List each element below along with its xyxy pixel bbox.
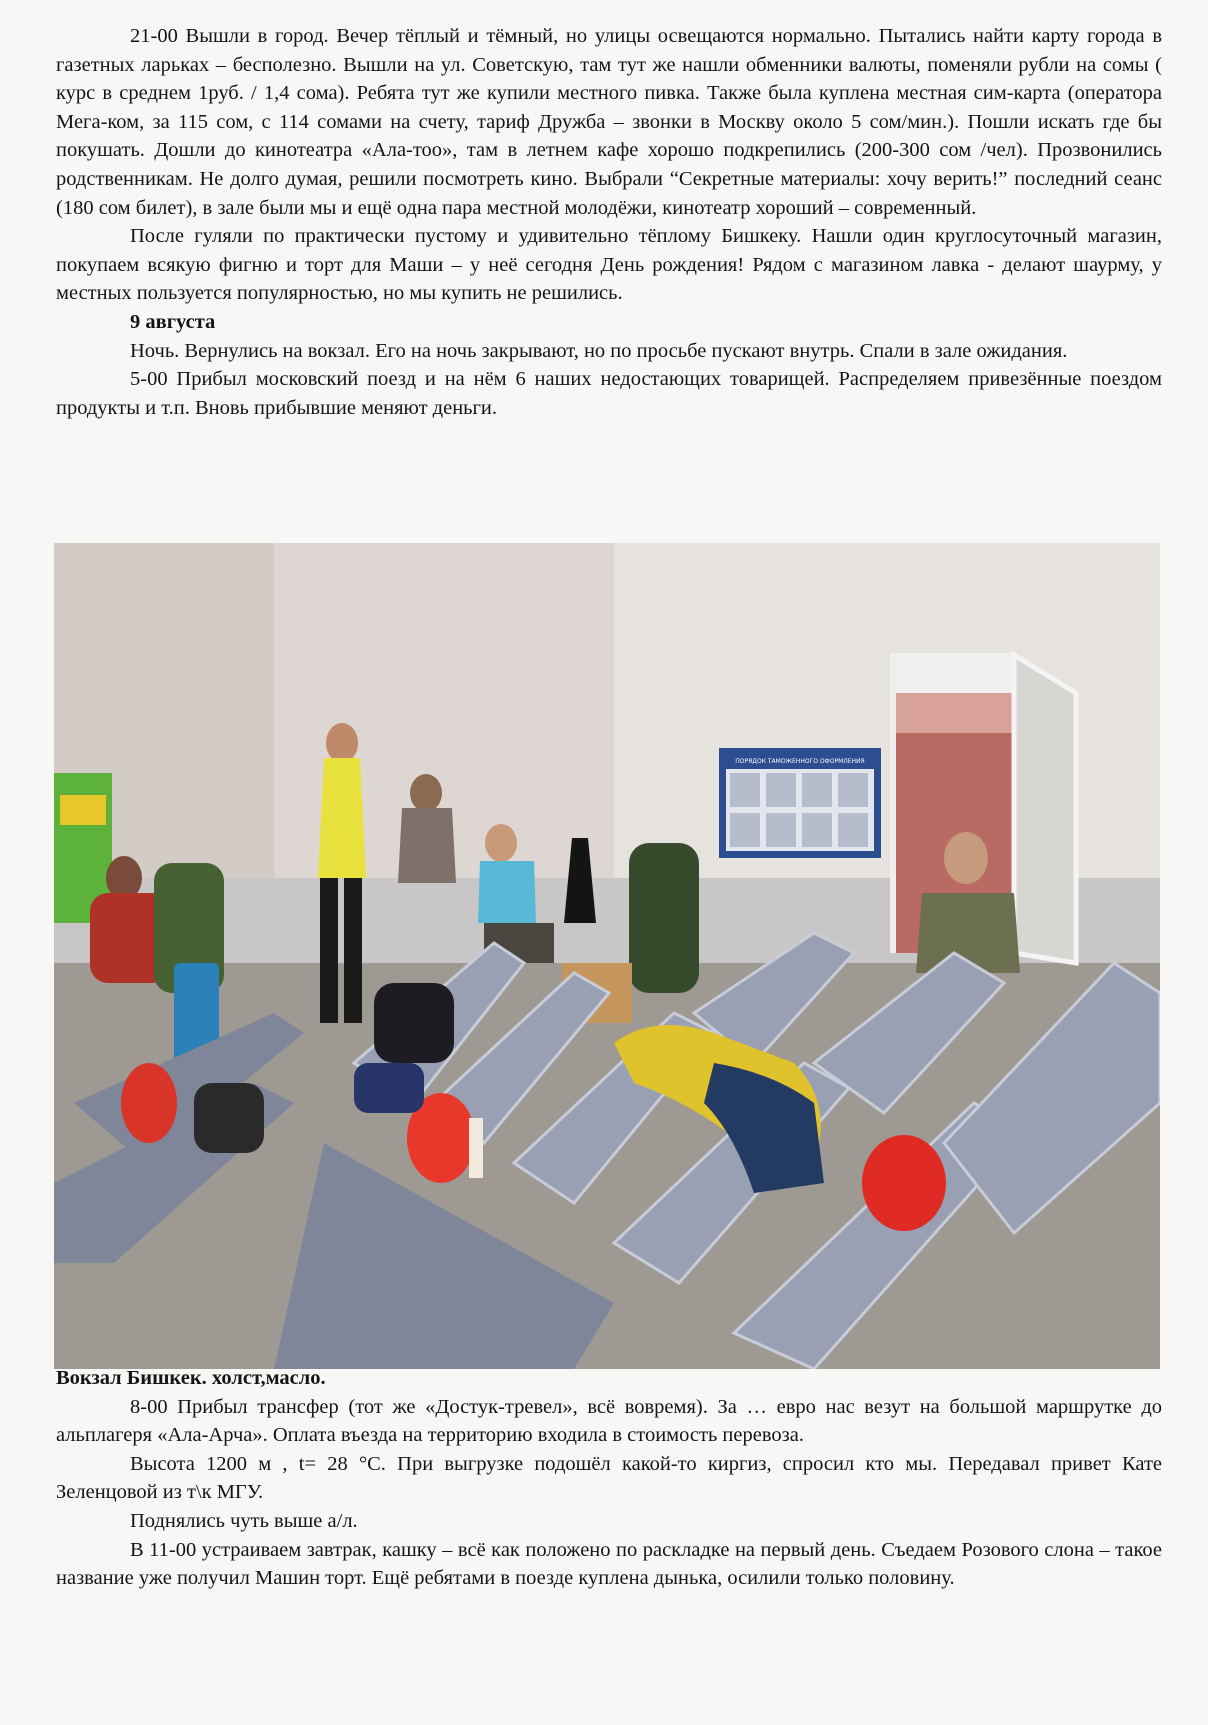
paragraph-height: Высота 1200 м , t= 28 °С. При выгрузке подошёл какой-то киргиз, спросил кто мы. Передавал привет Кате Зеленцовой из т\к МГУ. — [56, 1452, 1162, 1504]
board-title: ПОРЯДОК ТАМОЖЕННОГО ОФОРМЛЕНИЯ — [735, 758, 865, 765]
paragraph-train: 5-00 Прибыл московский поезд и на нём 6 наших недостающих товарищей. Распределяем привезённые поездом продукты и т.п. Вновь прибывшие меняют деньги. — [56, 368, 1162, 419]
photo-caption: Вокзал Бишкек. холст,масло. — [56, 1367, 326, 1389]
paragraph-breakfast: В 11-00 устраиваем завтрак, кашку – всё как положено по раскладке на первый день. Съедаем Розового слона – такое название уже получил Машин торт. Ещё ребятами в поезде куплена дынька, осилили только половину. — [56, 1538, 1162, 1590]
paragraph-night: Ночь. Вернулись на вокзал. Его на ночь закрывают, но по просьбе пускают внутрь. Спали в зале ожидания. — [130, 339, 1068, 362]
bottom-text-block — [56, 1364, 1162, 1593]
station-photo — [54, 543, 1160, 1369]
paragraph-walk: После гуляли по практически пустому и удивительно тёплому Бишкеку. Нашли один круглосуточный магазин, покупаем всякую фигню и торт для Маши – у неё сегодня День рождения! Рядом с магазином лавка - делают шаурму, у местных пользуется популярностью, но мы купить не решились. — [56, 225, 1162, 305]
paragraph-climb: Поднялись чуть выше а/л. — [130, 1509, 358, 1532]
top-text-block — [56, 22, 1162, 422]
info-board — [719, 748, 881, 858]
date-heading: 9 августа — [130, 310, 216, 333]
paragraph-evening: 21-00 Вышли в город. Вечер тёплый и тёмный, но улицы освещаются нормально. Пытались найти карту города в газетных ларьках – бесполезно. Вышли на ул. Советскую, там тут же нашли обменники валюты, поменяли рубли на сомы ( курс в среднем 1руб. / 1,4 сома). Ребята тут же купили местного пивка. Также была куплена местная сим-карта (оператора Мега-ком, за 115 сом, с 114 сомами на счету, тариф Дружба – звонки в Москву около 5 сом/мин.). Пошли искать где бы покушать. Дошли до кинотеатра «Ала-тоо», там в летнем кафе хорошо подкрепились (200-300 сом /чел). Прозвонились родственникам. Не долго думая, решили посмотреть кино. Выбрали “Секретные материалы: хочу верить!” последний сеанс (180 сом билет), в зале были мы и ещё одна пара местной молодёжи, кинотеатр хороший – современный. — [56, 25, 1162, 219]
paragraph-transfer: 8-00 Прибыл трансфер (тот же «Достук-тревел», всё вовремя). За … евро нас везут на большой маршрутке до альплагеря «Ала-Арча». Оплата въезда на территорию входила в стоимость перевоза. — [56, 1395, 1162, 1447]
